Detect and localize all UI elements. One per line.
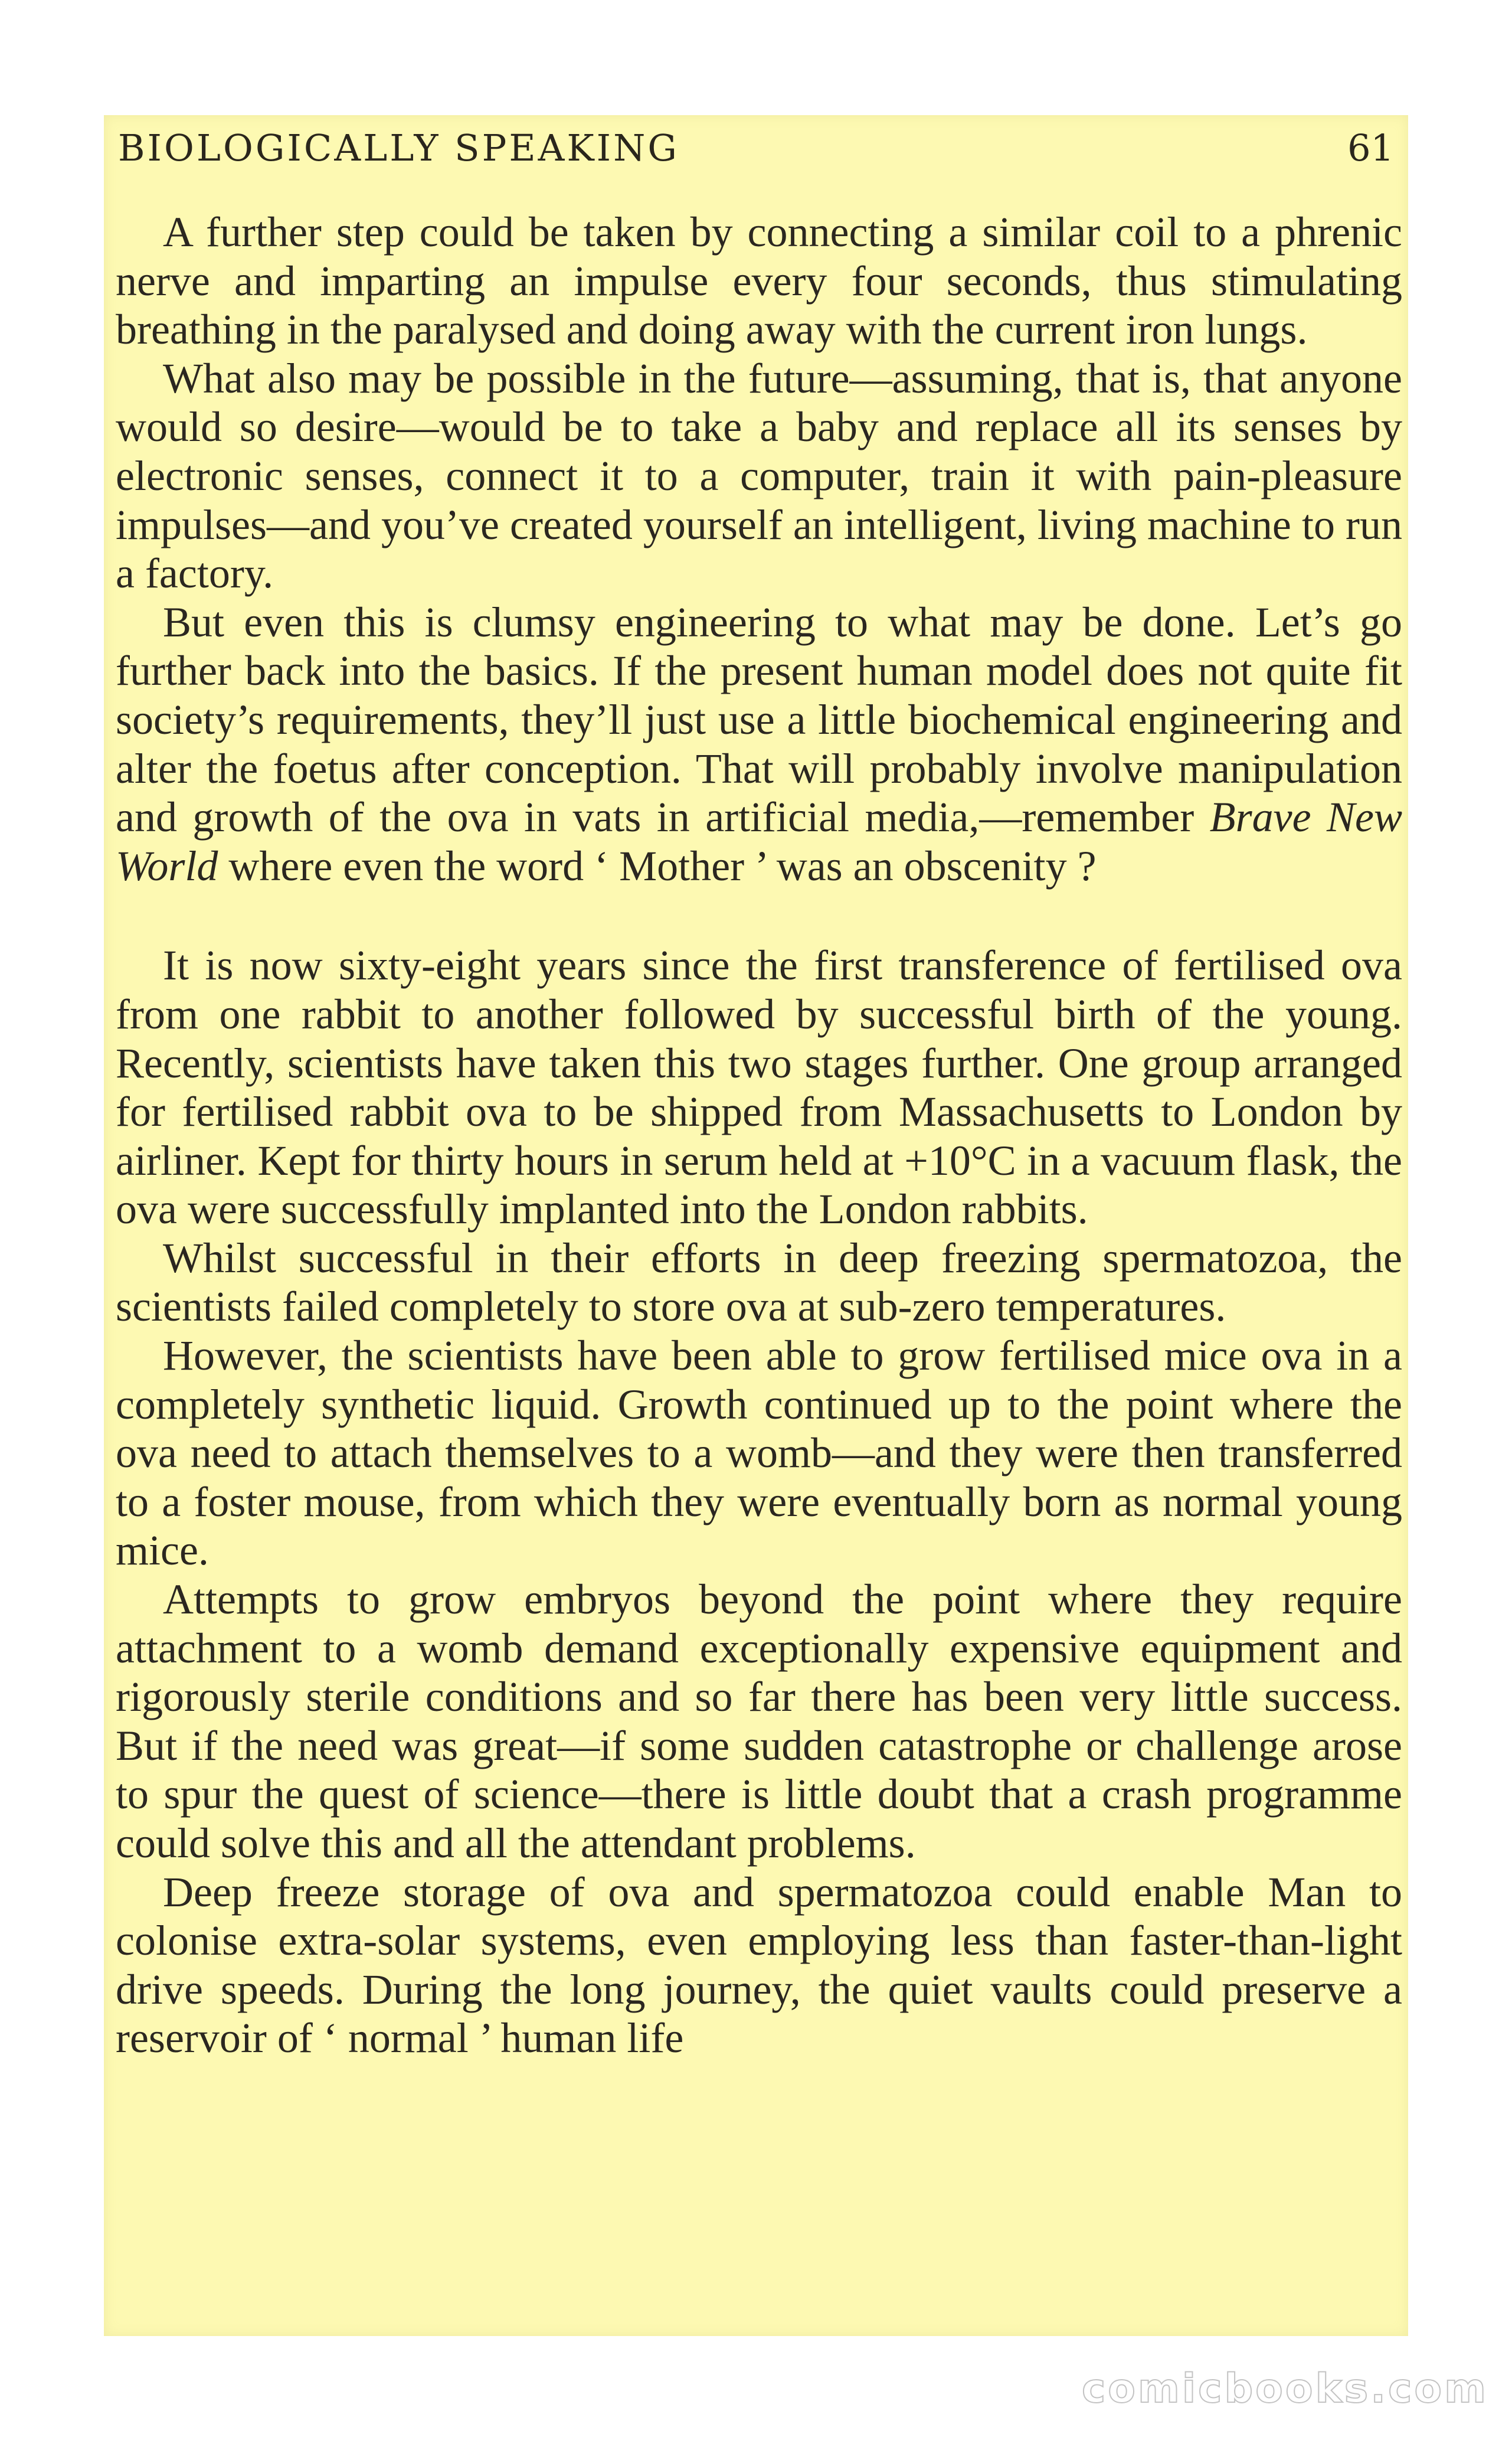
paragraph-text: where even the word ‘ Mother ’ was an obscenity ? [218, 842, 1097, 890]
running-title: BIOLOGICALLY SPEAKING [118, 126, 679, 169]
page-number: 61 [1347, 126, 1394, 169]
paragraph: Deep freeze storage of ova and spermatozoa could enable Man to colonise extra-solar systems, even employing less than faster-than-light drive speeds. During the long journey, the quiet vaults could preserve a reservoir of ‘ normal ’ human life [116, 1868, 1402, 2062]
paragraph: Attempts to grow embryos beyond the point where they require attachment to a womb demand exceptionally expensive equipment and rigorously sterile conditions and so far there has been very little success. But if the need was great—if some sudden catastrophe or challenge arose to spur the quest of science—there is little doubt that a crash programme could solve this and all the attendant problems. [116, 1576, 1402, 1867]
article-body [116, 208, 1402, 2063]
page-header [118, 124, 1394, 171]
book-title-italic: Brave New World [116, 793, 1402, 890]
watermark: comicbooks.com [1081, 2366, 1488, 2412]
paragraph: A further step could be taken by connecting a similar coil to a phrenic nerve and imparting an impulse every four seconds, thus stimulating breathing in the paralysed and doing away with the current iron lungs. [116, 208, 1402, 354]
paragraph: However, the scientists have been able to grow fertilised mice ova in a completely synthetic liquid. Growth continued up to the point where the ova need to attach themselves to a womb—and they were then transferred to a foster mouse, from which they were eventually born as normal young mice. [116, 1332, 1402, 1574]
paragraph: What also may be possible in the future—assuming, that is, that anyone would so desire—would be to take a baby and replace all its senses by electronic senses, connect it to a computer, train it with pain-pleasure impulses—and you’ve created yourself an intelligent, living machine to run a factory. [116, 354, 1402, 597]
paragraph: Whilst successful in their efforts in deep freezing spermatozoa, the scientists failed completely to store ova at sub-zero temperatures. [116, 1234, 1402, 1331]
paragraph [116, 598, 1402, 891]
paragraph-text: But even this is clumsy engineering to what may be done. Let’s go further back into the basics. If the present human model does not quite fit society’s requirements, they’ll just use a little biochemical engineering and alter the foetus after conception. That will probably involve manipulation and growth of the ova in vats in artificial media,—remember [116, 598, 1402, 841]
paragraph: It is now sixty-eight years since the first transference of fertilised ova from one rabbit to another followed by successful birth of the young. Recently, scientists have taken this two stages further. One group arranged for fertilised rabbit ova to be shipped from Massachusetts to London by airliner. Kept for thirty hours in serum held at +10°C in a vacuum flask, the ova were successfully implanted into the London rabbits. [116, 942, 1402, 1233]
